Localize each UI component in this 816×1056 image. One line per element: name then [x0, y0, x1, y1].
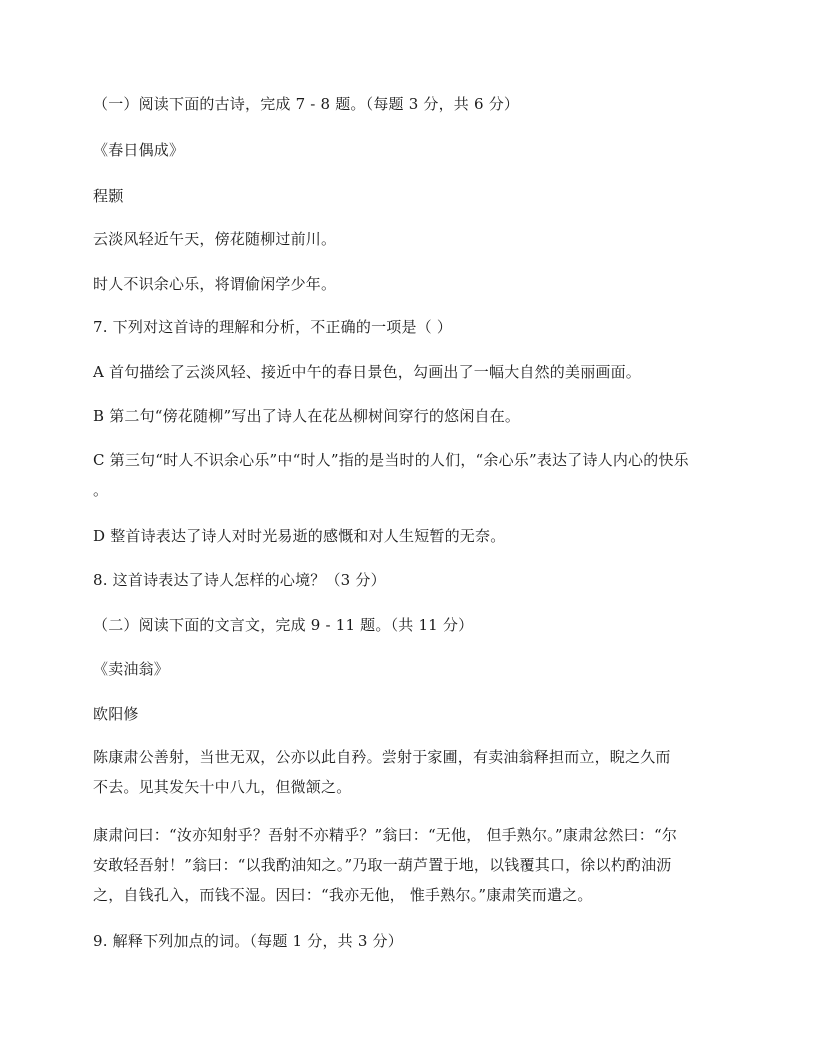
question-8-stem: 8. 这首诗表达了诗人怎样的心境？（3 分）	[93, 571, 386, 589]
section1-heading: （一）阅读下面的古诗，完成 7 - 8 题。（每题 3 分，共 6 分）	[93, 95, 520, 113]
question-7-option-c-line-1: C 第三句“时人不识余心乐”中“时人”指的是当时的人们，“余心乐”表达了诗人内心的快乐	[93, 451, 689, 469]
question-7-option-a: A 首句描绘了云淡风轻、接近中午的春日景色，勾画出了一幅大自然的美丽画面。	[93, 363, 642, 381]
prose-paragraph-1	[93, 742, 729, 802]
poem-line-2: 时人不识余心乐，将谓偷闲学少年。	[93, 275, 337, 293]
prose-paragraph-2-line-3: 之，自钱孔入，而钱不湿。因曰：“我亦无他， 惟手熟尔。”康肃笑而遣之。	[93, 886, 593, 904]
prose-paragraph-2-line-1: 康肃问曰：“汝亦知射乎？吾射不亦精乎？”翁曰：“无他， 但手熟尔。”康肃忿然曰：“尔	[93, 826, 678, 844]
poem-line-1: 云淡风轻近午天，傍花随柳过前川。	[93, 230, 337, 248]
prose-paragraph-1-line-2: 不去。见其发矢十中八九，但微颔之。	[93, 778, 352, 796]
prose-paragraph-1-line-1: 陈康肃公善射，当世无双，公亦以此自矜。尝射于家圃，有卖油翁释担而立，睨之久而	[93, 748, 671, 766]
poem-title: 《春日偶成》	[93, 141, 185, 159]
section2-heading: （二）阅读下面的文言文，完成 9 - 11 题。（共 11 分）	[93, 616, 474, 634]
question-7-option-b: B 第二句“傍花随柳”写出了诗人在花丛柳树间穿行的悠闲自在。	[93, 407, 521, 425]
prose-author: 欧阳修	[93, 705, 139, 723]
question-7-option-d: D 整首诗表达了诗人对时光易逝的感慨和对人生短暂的无奈。	[93, 527, 506, 545]
prose-paragraph-2-line-2: 安敢轻吾射！”翁曰：“以我酌油知之。”乃取一葫芦置于地，以钱覆其口，徐以杓酌油沥	[93, 856, 672, 874]
prose-paragraph-2	[93, 820, 729, 910]
question-9-stem: 9. 解释下列加点的词。（每题 1 分，共 3 分）	[93, 932, 403, 950]
poem-author: 程颢	[93, 187, 124, 205]
question-7-option-c-line-2: 。	[93, 481, 109, 499]
question-7-stem: 7. 下列对这首诗的理解和分析，不正确的一项是（ ）	[93, 318, 453, 336]
prose-title: 《卖油翁》	[93, 660, 170, 678]
